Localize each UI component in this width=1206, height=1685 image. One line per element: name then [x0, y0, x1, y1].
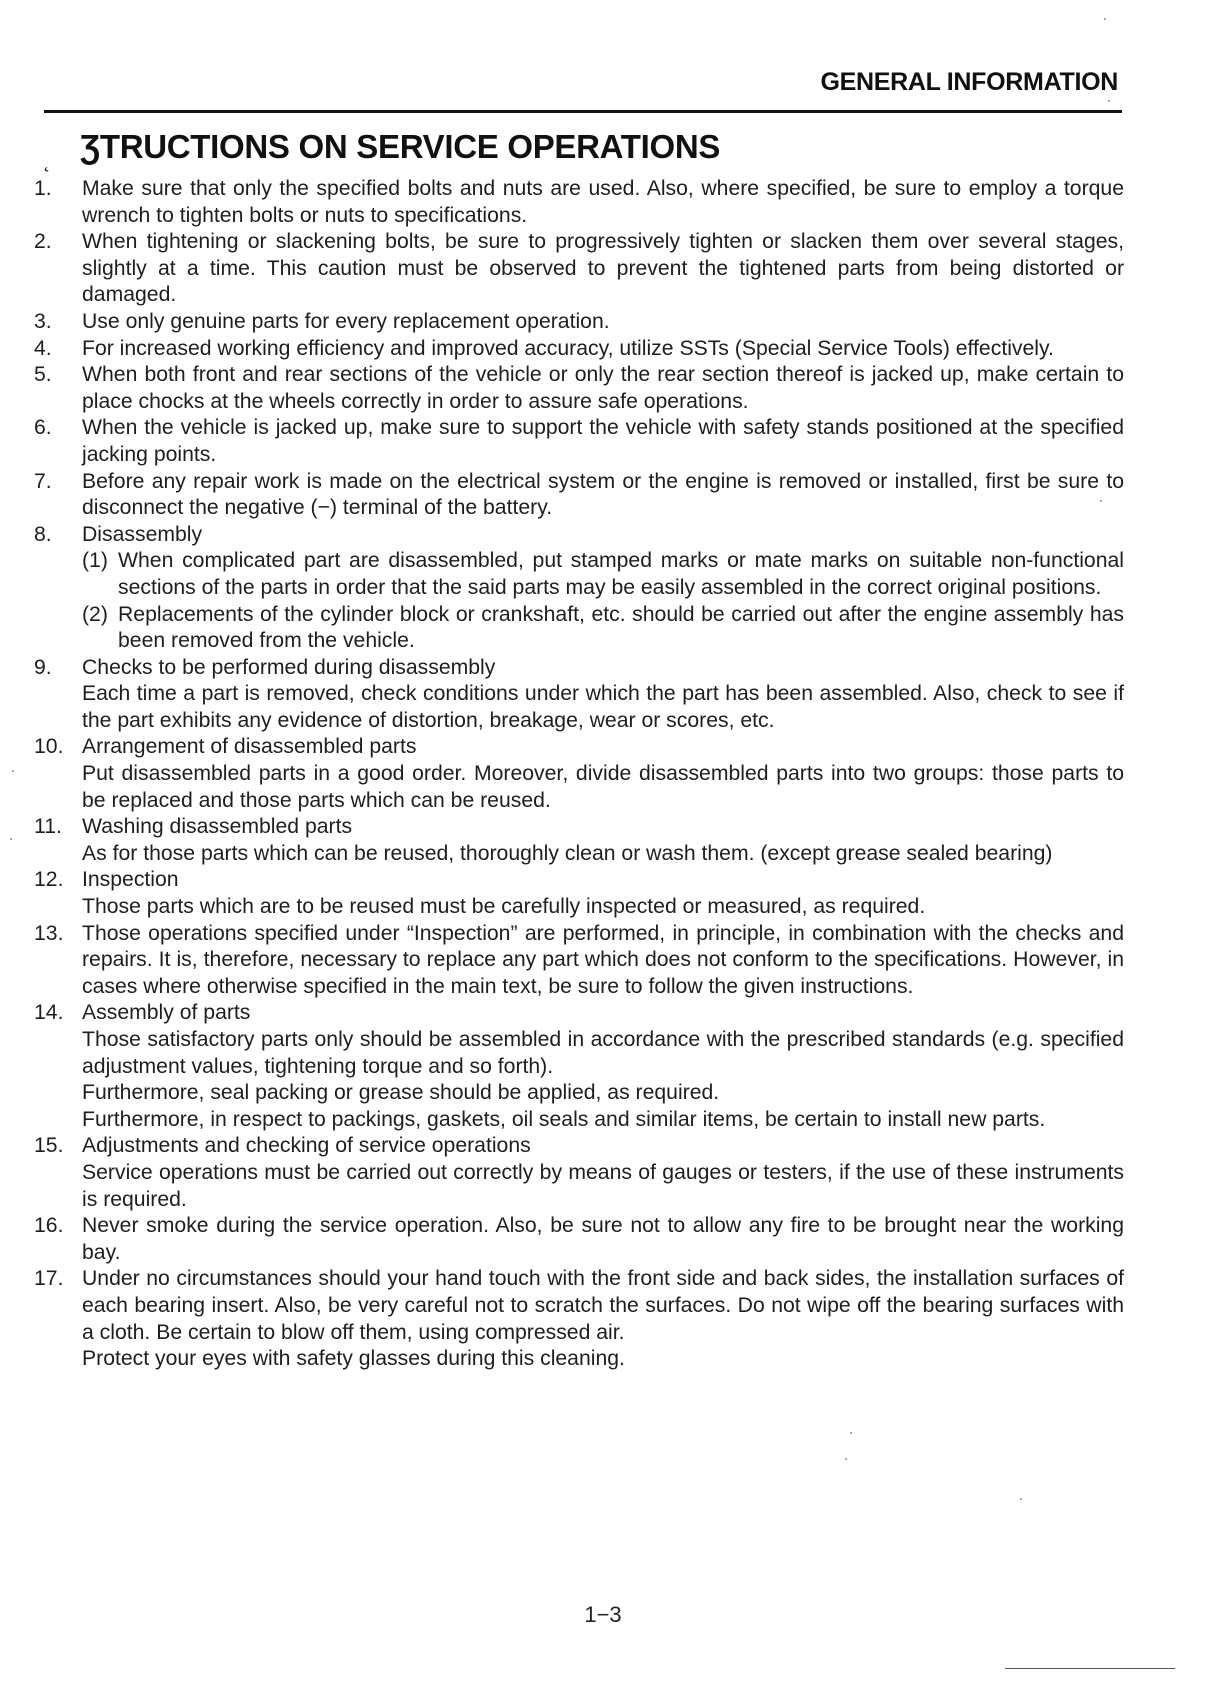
- list-item: [32, 1266, 1124, 1372]
- sub-item: [82, 548, 1124, 601]
- list-item: [32, 1213, 1124, 1266]
- scan-speck: [1108, 100, 1110, 102]
- item-body: [82, 229, 1124, 309]
- item-text: Those parts which are to be reused must be carefully inspected or measured, as required.: [82, 895, 926, 919]
- scan-speck: [845, 1458, 847, 1460]
- item-number-label: 8.: [34, 522, 52, 546]
- item-text: Under no circumstances should your hand touch with the front side and back sides, the installation surfaces of each bearing insert. Also, be very careful not to scratch the surfaces. Do not wipe off the bearing surfaces with a cloth. Be certain to blow off them, using compressed air.: [82, 1267, 1124, 1344]
- item-body: [82, 469, 1124, 522]
- item-text: Checks to be performed during disassembly: [82, 655, 496, 679]
- sub-item-text: When complicated part are disassembled, put stamped marks or mate marks on suitable non-functional sections of the parts in order that the said parts may be easily assembled in the correct original positions.: [118, 549, 1124, 599]
- item-text: When tightening or slackening bolts, be sure to progressively tighten or slacken them over several stages, slightly at a time. This caution must be observed to prevent the tightened parts from being distorted or damaged.: [82, 230, 1124, 307]
- list-item: [32, 734, 1124, 814]
- instruction-list: [32, 176, 1124, 1373]
- item-number: [32, 522, 82, 549]
- item-number-label: 15.: [34, 1134, 64, 1158]
- item-text: As for those parts which can be reused, thoroughly clean or wash them. (except grease sealed bearing): [82, 841, 1053, 865]
- item-text: Protect your eyes with safety glasses during this cleaning.: [82, 1347, 625, 1371]
- item-number: [32, 1133, 82, 1160]
- list-item: [32, 1133, 1124, 1213]
- header-rule: [44, 110, 1122, 113]
- item-text: Each time a part is removed, check conditions under which the part has been assembled. Also, check to see if the part exhibits any evidence of distortion, breakage, wear or scores, etc.: [82, 682, 1124, 732]
- list-item: [32, 176, 1124, 229]
- item-text: Use only genuine parts for every replacement operation.: [82, 309, 610, 333]
- list-item: [32, 229, 1124, 309]
- scan-speck: [1100, 500, 1102, 502]
- item-text: Furthermore, in respect to packings, gaskets, oil seals and similar items, be certain to install new parts.: [82, 1107, 1046, 1131]
- footer-rule: [1005, 1668, 1175, 1669]
- item-body: [82, 921, 1124, 1001]
- item-text: Those operations specified under “Inspection” are performed, in principle, in combination with the checks and repairs. It is, therefore, necessary to replace any part which does not conform to the specifications. However, in cases where otherwise specified in the main text, be sure to follow the given instructions.: [82, 921, 1124, 998]
- item-number-label: 2.: [34, 230, 52, 254]
- item-number: [32, 415, 82, 442]
- item-number: [32, 734, 82, 761]
- list-item: [32, 415, 1124, 468]
- list-item: [32, 814, 1124, 867]
- item-number-label: 1.: [34, 177, 52, 200]
- item-text: Those satisfactory parts only should be assembled in accordance with the prescribed standards (e.g. specified adjustment values, tightening torque and so forth).: [82, 1028, 1124, 1078]
- item-number-label: 3.: [34, 309, 52, 333]
- item-text: Washing disassembled parts: [82, 815, 353, 839]
- item-number-label: 14.: [34, 1001, 64, 1025]
- item-body: [82, 814, 1124, 867]
- item-number: [32, 1266, 82, 1293]
- scan-speck: [1020, 1498, 1022, 1500]
- item-text: For increased working efficiency and improved accuracy, utilize SSTs (Special Service Tools) effectively.: [82, 336, 1054, 360]
- item-text: When both front and rear sections of the vehicle or only the rear section thereof is jacked up, make certain to place chocks at the wheels correctly in order to assure safe operations.: [82, 363, 1124, 413]
- item-body: [82, 309, 1124, 336]
- item-body: [82, 734, 1124, 814]
- list-item: [32, 336, 1124, 363]
- item-number-label: 11.: [34, 815, 62, 839]
- sub-item: [82, 602, 1124, 655]
- list-item: [32, 867, 1124, 920]
- page-number: 1−3: [584, 1602, 622, 1627]
- item-number-label: 9.: [34, 655, 52, 679]
- item-text: Make sure that only the specified bolts and nuts are used. Also, where specified, be sure to employ a torque wrench to tighten bolts or nuts to specifications.: [82, 177, 1124, 227]
- item-number: [32, 229, 82, 256]
- item-body: [82, 415, 1124, 468]
- list-item: [32, 362, 1124, 415]
- item-body: [82, 1133, 1124, 1213]
- list-item: [32, 522, 1124, 655]
- item-text: Service operations must be carried out correctly by means of gauges or testers, if the use of these instruments is required.: [82, 1160, 1124, 1211]
- item-number-label: 5.: [34, 363, 52, 387]
- item-number-label: 16.: [34, 1214, 64, 1238]
- scan-speck: [850, 1432, 852, 1434]
- item-number-label: 10.: [34, 735, 64, 759]
- item-body: [82, 1000, 1124, 1133]
- sub-item-number: (1): [82, 549, 108, 573]
- item-body: [82, 655, 1124, 735]
- item-number: [32, 362, 82, 389]
- list-item: [32, 309, 1124, 336]
- scan-speck: [1104, 18, 1106, 20]
- item-number: [32, 814, 82, 841]
- item-text: Assembly of parts: [82, 1001, 251, 1025]
- item-number: [32, 921, 82, 948]
- item-number-label: 12.: [34, 868, 64, 892]
- sub-item-text: Replacements of the cylinder block or crankshaft, etc. should be carried out after the engine assembly has been removed from the vehicle.: [118, 602, 1124, 653]
- item-number-label: 13.: [34, 921, 64, 945]
- item-number-label: 7.: [34, 469, 52, 493]
- item-text: Never smoke during the service operation. Also, be sure not to allow any fire to be brought near the working bay.: [82, 1214, 1124, 1264]
- item-number: [32, 867, 82, 894]
- title-mark: ˛: [44, 150, 51, 172]
- item-body: [82, 336, 1124, 363]
- item-text: Arrangement of disassembled parts: [82, 735, 417, 759]
- item-number: [32, 1000, 82, 1027]
- item-body: [82, 1213, 1124, 1266]
- item-number: [32, 469, 82, 496]
- item-text: Before any repair work is made on the electrical system or the engine is removed or installed, first be sure to disconnect the negative (−) terminal of the battery.: [82, 469, 1124, 520]
- item-body: [82, 867, 1124, 920]
- item-text: Adjustments and checking of service operations: [82, 1134, 531, 1158]
- item-number: [32, 176, 82, 203]
- scan-speck: [12, 770, 14, 772]
- item-number-label: 6.: [34, 416, 52, 440]
- item-body: [82, 362, 1124, 415]
- scan-speck: [10, 838, 12, 840]
- item-text: Furthermore, seal packing or grease should be applied, as required.: [82, 1081, 720, 1105]
- item-body: [82, 522, 1124, 655]
- item-text: When the vehicle is jacked up, make sure to support the vehicle with safety stands positioned at the specified jacking points.: [82, 416, 1124, 466]
- item-text: Inspection: [82, 868, 179, 892]
- list-item: [32, 469, 1124, 522]
- item-number: [32, 1213, 82, 1240]
- item-number: [32, 655, 82, 682]
- list-item: [32, 1000, 1124, 1133]
- section-title: ƷTRUCTIONS ON SERVICE OPERATIONS: [80, 128, 721, 165]
- item-number: [32, 336, 82, 363]
- sub-item-number: (2): [82, 602, 108, 626]
- list-item: [32, 921, 1124, 1001]
- item-body: [82, 176, 1124, 229]
- item-number: [32, 309, 82, 336]
- item-body: [82, 1266, 1124, 1372]
- item-number-label: 4.: [34, 336, 52, 360]
- list-item: [32, 655, 1124, 735]
- header-title: GENERAL INFORMATION: [820, 68, 1118, 96]
- item-number-label: 17.: [34, 1267, 64, 1291]
- item-text: Disassembly: [82, 522, 203, 546]
- item-text: Put disassembled parts in a good order. Moreover, divide disassembled parts into two groups: those parts to be replaced and those parts which can be reused.: [82, 762, 1124, 812]
